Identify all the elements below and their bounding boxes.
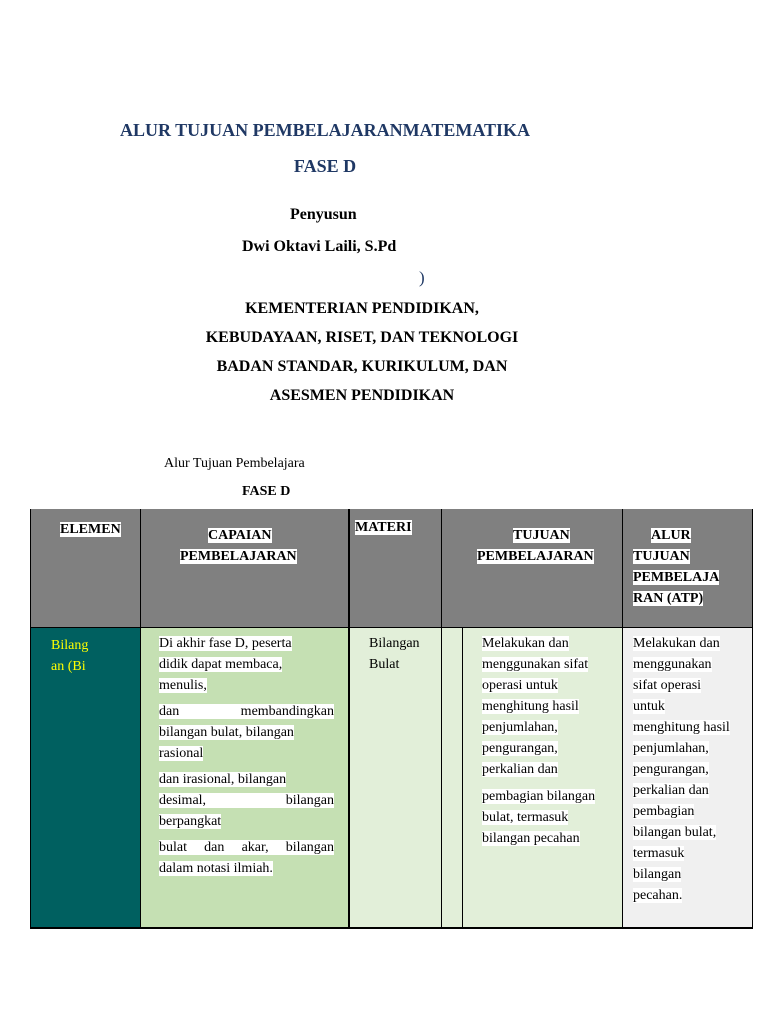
cell-spacer	[441, 627, 462, 929]
ministry-line-2: KEBUDAYAAN, RISET, DAN TEKNOLOGI	[205, 329, 519, 346]
cell-tujuan: Melakukan dan menggunakan sifat operasi untuk menghitung hasil penjumlahan, pengurangan, perkalian dan pembagian bilangan bulat, termasuk bilangan pecahan	[462, 627, 622, 929]
cell-capaian: Di akhir fase D, peserta didik dapat membaca, menulis, dan membandingkan bilangan bulat, bilangan rasional dan irasional, bilangan desimal, bilangan berpangkat bulat dan akar, bilangan dalam notasi ilmiah.	[140, 627, 348, 929]
author-name: Dwi Oktavi Laili, S.Pd	[242, 238, 397, 255]
table-caption: Alur Tujuan Pembelajara	[164, 456, 305, 471]
ministry-line-4: ASESMEN PENDIDIKAN	[269, 387, 455, 404]
doc-fase: FASE D	[293, 156, 357, 176]
header-tujuan: TUJUAN PEMBELAJARAN	[441, 509, 622, 627]
header-materi: MATERI	[348, 509, 441, 627]
cell-alur: Melakukan dan menggunakan sifat operasi untuk menghitung hasil penjumlahan, pengurangan, perkalian dan pembagian bilangan bulat, termasuk bilangan pecahan.	[622, 627, 753, 929]
ministry-line-1: KEMENTERIAN PENDIDIKAN,	[245, 300, 479, 317]
atp-table	[30, 509, 753, 929]
header-elemen: ELEMEN	[30, 509, 140, 627]
penyusun-label: Penyusun	[290, 206, 357, 223]
stray-paren: )	[419, 268, 425, 287]
header-alur: ALUR TUJUAN PEMBELAJA RAN (ATP)	[622, 509, 753, 627]
header-capaian: CAPAIAN PEMBELAJARAN	[140, 509, 348, 627]
table-caption-fase: FASE D	[242, 484, 291, 499]
ministry-line-3: BADAN STANDAR, KURIKULUM, DAN	[216, 358, 508, 375]
cell-materi: Bilangan Bulat	[348, 627, 441, 929]
cell-elemen: Bilang an (Bi	[30, 627, 140, 929]
doc-title: ALUR TUJUAN PEMBELAJARANMATEMATIKA	[119, 120, 530, 140]
